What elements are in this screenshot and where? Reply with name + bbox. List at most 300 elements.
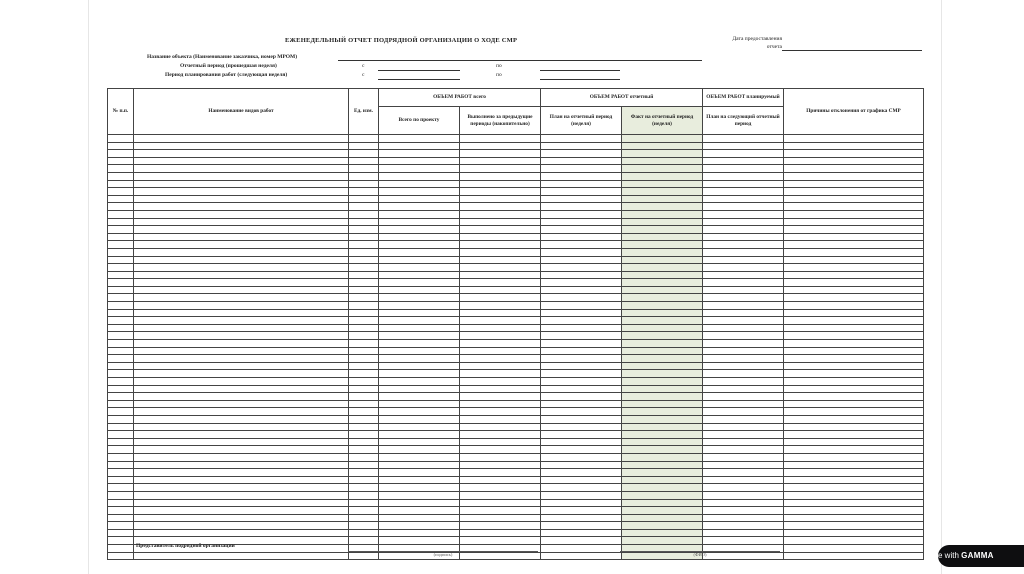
table-row: [108, 355, 924, 363]
table-cell: [703, 241, 784, 249]
table-cell: [460, 476, 541, 484]
table-cell: [703, 233, 784, 241]
table-cell: [622, 195, 703, 203]
table-cell: [541, 431, 622, 439]
table-row: [108, 279, 924, 287]
report-date-label: Дата предоставления отчета: [732, 36, 782, 50]
table-cell: [784, 461, 924, 469]
table-row: [108, 529, 924, 537]
table-cell: [349, 188, 379, 196]
table-cell: [349, 317, 379, 325]
table-cell: [703, 378, 784, 386]
table-cell: [349, 218, 379, 226]
table-cell: [541, 453, 622, 461]
table-cell: [108, 135, 134, 143]
table-cell: [379, 203, 460, 211]
table-cell: [703, 476, 784, 484]
table-cell: [460, 324, 541, 332]
table-cell: [108, 340, 134, 348]
table-row: [108, 370, 924, 378]
header-group-period: ОБЪЕМ РАБОТ отчетный: [541, 89, 703, 107]
table-cell: [349, 385, 379, 393]
table-cell: [460, 408, 541, 416]
table-cell: [134, 241, 349, 249]
table-cell: [784, 150, 924, 158]
table-cell: [703, 210, 784, 218]
table-cell: [349, 400, 379, 408]
table-cell: [541, 188, 622, 196]
table-cell: [134, 461, 349, 469]
table-cell: [622, 491, 703, 499]
table-cell: [379, 408, 460, 416]
header-work-name: Наименование видов работ: [134, 89, 349, 135]
table-cell: [541, 180, 622, 188]
table-cell: [541, 340, 622, 348]
table-cell: [541, 537, 622, 545]
table-cell: [460, 362, 541, 370]
table-cell: [379, 286, 460, 294]
table-cell: [349, 233, 379, 241]
table-cell: [379, 180, 460, 188]
table-cell: [108, 514, 134, 522]
table-row: [108, 415, 924, 423]
table-cell: [784, 438, 924, 446]
table-cell: [349, 431, 379, 439]
table-row: [108, 157, 924, 165]
table-cell: [460, 309, 541, 317]
table-row: [108, 218, 924, 226]
table-cell: [703, 286, 784, 294]
table-cell: [460, 507, 541, 515]
table-row: [108, 241, 924, 249]
table-cell: [784, 210, 924, 218]
table-cell: [460, 400, 541, 408]
table-cell: [108, 165, 134, 173]
table-cell: [622, 172, 703, 180]
table-cell: [379, 165, 460, 173]
table-cell: [541, 135, 622, 143]
table-cell: [379, 461, 460, 469]
table-cell: [108, 355, 134, 363]
table-cell: [134, 142, 349, 150]
table-cell: [108, 241, 134, 249]
table-cell: [541, 279, 622, 287]
table-row: [108, 514, 924, 522]
table-cell: [460, 522, 541, 530]
table-row: [108, 453, 924, 461]
plan-period-from: с: [362, 72, 365, 78]
report-period-to: по: [496, 63, 502, 69]
table-cell: [541, 203, 622, 211]
table-cell: [541, 385, 622, 393]
table-cell: [622, 165, 703, 173]
table-cell: [622, 294, 703, 302]
table-cell: [541, 264, 622, 272]
table-cell: [134, 355, 349, 363]
table-cell: [108, 438, 134, 446]
table-cell: [134, 172, 349, 180]
table-cell: [379, 522, 460, 530]
table-cell: [349, 142, 379, 150]
table-cell: [379, 150, 460, 158]
table-cell: [379, 218, 460, 226]
report-period-from-line: [378, 70, 460, 71]
table-cell: [134, 484, 349, 492]
table-cell: [541, 507, 622, 515]
table-cell: [703, 324, 784, 332]
table-cell: [703, 195, 784, 203]
table-cell: [108, 279, 134, 287]
table-cell: [379, 172, 460, 180]
table-cell: [349, 180, 379, 188]
table-row: [108, 446, 924, 454]
table-cell: [622, 180, 703, 188]
table-cell: [108, 302, 134, 310]
table-cell: [108, 378, 134, 386]
table-cell: [703, 453, 784, 461]
plan-period-to: по: [496, 72, 502, 78]
table-cell: [134, 294, 349, 302]
table-row: [108, 195, 924, 203]
table-cell: [622, 210, 703, 218]
table-cell: [349, 423, 379, 431]
table-cell: [108, 529, 134, 537]
table-cell: [622, 271, 703, 279]
table-cell: [622, 355, 703, 363]
table-cell: [703, 302, 784, 310]
table-cell: [460, 180, 541, 188]
table-cell: [379, 226, 460, 234]
table-cell: [784, 279, 924, 287]
table-cell: [349, 529, 379, 537]
table-cell: [460, 415, 541, 423]
table-cell: [379, 370, 460, 378]
table-cell: [541, 195, 622, 203]
table-cell: [134, 324, 349, 332]
table-row: [108, 400, 924, 408]
table-cell: [703, 507, 784, 515]
badge-prefix: e with: [938, 551, 959, 560]
table-cell: [108, 294, 134, 302]
table-cell: [541, 362, 622, 370]
table-cell: [108, 218, 134, 226]
table-cell: [349, 378, 379, 386]
table-cell: [784, 188, 924, 196]
table-cell: [108, 309, 134, 317]
table-cell: [784, 226, 924, 234]
table-cell: [349, 248, 379, 256]
table-cell: [622, 400, 703, 408]
table-cell: [379, 378, 460, 386]
table-cell: [134, 233, 349, 241]
table-cell: [134, 188, 349, 196]
table-cell: [349, 309, 379, 317]
table-cell: [349, 522, 379, 530]
table-cell: [784, 446, 924, 454]
header-group-total: ОБЪЕМ РАБОТ всего: [379, 89, 541, 107]
table-cell: [460, 165, 541, 173]
table-cell: [460, 537, 541, 545]
table-cell: [460, 279, 541, 287]
report-period-label: Отчетный период (прошедшая неделя): [180, 63, 277, 69]
table-row: [108, 233, 924, 241]
table-cell: [541, 226, 622, 234]
table-cell: [349, 150, 379, 158]
table-cell: [622, 522, 703, 530]
table-row: [108, 438, 924, 446]
header-total-project: Всего по проекту: [379, 107, 460, 135]
table-cell: [379, 241, 460, 249]
table-cell: [460, 340, 541, 348]
table-cell: [108, 317, 134, 325]
table-cell: [622, 514, 703, 522]
table-cell: [460, 142, 541, 150]
report-period-to-line: [540, 70, 620, 71]
table-cell: [134, 469, 349, 477]
table-cell: [349, 286, 379, 294]
table-body: [108, 135, 924, 560]
table-row: [108, 294, 924, 302]
table-cell: [703, 431, 784, 439]
table-cell: [134, 203, 349, 211]
table-row: [108, 226, 924, 234]
header-plan-next: План на следующий отчетный период: [703, 107, 784, 135]
table-cell: [703, 248, 784, 256]
table-cell: [460, 218, 541, 226]
table-cell: [460, 370, 541, 378]
table-row: [108, 317, 924, 325]
table-cell: [460, 446, 541, 454]
table-cell: [379, 446, 460, 454]
representative-label: Представитель подрядной организации: [136, 543, 235, 549]
report-period-from: с: [362, 63, 365, 69]
table-cell: [784, 340, 924, 348]
table-cell: [134, 218, 349, 226]
table-cell: [703, 165, 784, 173]
table-cell: [460, 210, 541, 218]
table-cell: [349, 476, 379, 484]
table-cell: [622, 469, 703, 477]
table-cell: [349, 469, 379, 477]
table-cell: [349, 264, 379, 272]
table-cell: [379, 233, 460, 241]
table-cell: [784, 241, 924, 249]
table-cell: [108, 393, 134, 401]
table-cell: [541, 446, 622, 454]
table-cell: [784, 499, 924, 507]
table-cell: [349, 256, 379, 264]
signature-caption: (подпись): [433, 552, 453, 557]
table-row: [108, 286, 924, 294]
object-name-line: [338, 60, 702, 61]
table-cell: [541, 165, 622, 173]
table-cell: [108, 415, 134, 423]
table-cell: [622, 142, 703, 150]
table-cell: [108, 431, 134, 439]
table-cell: [784, 484, 924, 492]
table-cell: [349, 210, 379, 218]
table-cell: [622, 362, 703, 370]
made-with-gamma-badge[interactable]: [938, 545, 1024, 567]
table-row: [108, 203, 924, 211]
table-cell: [784, 393, 924, 401]
table-cell: [703, 522, 784, 530]
table-cell: [703, 499, 784, 507]
table-cell: [703, 362, 784, 370]
fullname-caption: (ФИО): [693, 552, 707, 557]
table-cell: [622, 256, 703, 264]
table-cell: [460, 195, 541, 203]
table-row: [108, 491, 924, 499]
table-cell: [134, 378, 349, 386]
table-cell: [622, 340, 703, 348]
table-cell: [108, 324, 134, 332]
table-cell: [349, 453, 379, 461]
table-cell: [108, 469, 134, 477]
table-cell: [349, 393, 379, 401]
table-cell: [108, 400, 134, 408]
table-cell: [379, 438, 460, 446]
table-cell: [784, 248, 924, 256]
table-cell: [134, 385, 349, 393]
table-cell: [703, 340, 784, 348]
table-cell: [784, 529, 924, 537]
table-row: [108, 309, 924, 317]
table-cell: [703, 142, 784, 150]
table-cell: [108, 150, 134, 158]
table-cell: [703, 157, 784, 165]
table-cell: [541, 514, 622, 522]
work-report-table: [107, 88, 924, 560]
table-cell: [784, 165, 924, 173]
table-cell: [349, 165, 379, 173]
table-cell: [784, 476, 924, 484]
table-cell: [784, 256, 924, 264]
table-cell: [134, 271, 349, 279]
table-cell: [108, 446, 134, 454]
table-cell: [460, 294, 541, 302]
table-cell: [349, 537, 379, 545]
table-cell: [134, 347, 349, 355]
table-cell: [784, 537, 924, 545]
table-cell: [379, 415, 460, 423]
table-cell: [379, 431, 460, 439]
table-cell: [784, 271, 924, 279]
header-fact-period: Факт на отчетный период (неделя): [622, 107, 703, 135]
table-cell: [134, 514, 349, 522]
table-cell: [541, 378, 622, 386]
header-num: № п.п.: [108, 89, 134, 135]
table-cell: [108, 545, 134, 553]
table-cell: [379, 529, 460, 537]
table-cell: [784, 218, 924, 226]
table-cell: [541, 393, 622, 401]
table-cell: [379, 324, 460, 332]
table-cell: [541, 400, 622, 408]
table-cell: [460, 135, 541, 143]
table-cell: [541, 438, 622, 446]
table-cell: [379, 157, 460, 165]
table-row: [108, 362, 924, 370]
table-cell: [134, 302, 349, 310]
table-cell: [108, 507, 134, 515]
table-cell: [541, 476, 622, 484]
table-cell: [784, 203, 924, 211]
table-cell: [703, 203, 784, 211]
table-cell: [541, 157, 622, 165]
table-cell: [379, 340, 460, 348]
table-cell: [349, 226, 379, 234]
table-cell: [349, 203, 379, 211]
table-cell: [622, 423, 703, 431]
table-cell: [108, 256, 134, 264]
table-cell: [622, 248, 703, 256]
table-cell: [379, 423, 460, 431]
table-cell: [784, 294, 924, 302]
table-cell: [784, 400, 924, 408]
table-row: [108, 271, 924, 279]
table-cell: [784, 302, 924, 310]
badge-brand: GAMMA: [961, 551, 994, 560]
table-cell: [622, 378, 703, 386]
table-cell: [134, 431, 349, 439]
table-cell: [460, 423, 541, 431]
table-cell: [134, 438, 349, 446]
table-cell: [349, 446, 379, 454]
table-cell: [541, 484, 622, 492]
table-cell: [349, 461, 379, 469]
table-cell: [134, 499, 349, 507]
table-cell: [622, 446, 703, 454]
table-cell: [784, 453, 924, 461]
table-cell: [622, 537, 703, 545]
table-cell: [541, 248, 622, 256]
table-cell: [703, 446, 784, 454]
table-cell: [108, 522, 134, 530]
table-cell: [703, 332, 784, 340]
table-cell: [349, 355, 379, 363]
table-cell: [784, 545, 924, 553]
table-row: [108, 408, 924, 416]
table-row: [108, 431, 924, 439]
table-cell: [622, 461, 703, 469]
table-cell: [784, 172, 924, 180]
table-cell: [541, 332, 622, 340]
report-date-line: [782, 50, 922, 51]
table-cell: [541, 286, 622, 294]
table-cell: [134, 157, 349, 165]
table-row: [108, 499, 924, 507]
table-cell: [379, 469, 460, 477]
table-cell: [703, 529, 784, 537]
plan-period-to-line: [540, 79, 620, 80]
table-row: [108, 135, 924, 143]
table-cell: [784, 157, 924, 165]
table-cell: [460, 286, 541, 294]
table-cell: [379, 476, 460, 484]
table-cell: [379, 507, 460, 515]
table-cell: [784, 370, 924, 378]
table-row: [108, 210, 924, 218]
table-cell: [108, 362, 134, 370]
table-cell: [541, 241, 622, 249]
table-row: [108, 347, 924, 355]
table-cell: [541, 529, 622, 537]
table-cell: [134, 195, 349, 203]
table-cell: [108, 453, 134, 461]
table-cell: [703, 150, 784, 158]
table-cell: [108, 271, 134, 279]
